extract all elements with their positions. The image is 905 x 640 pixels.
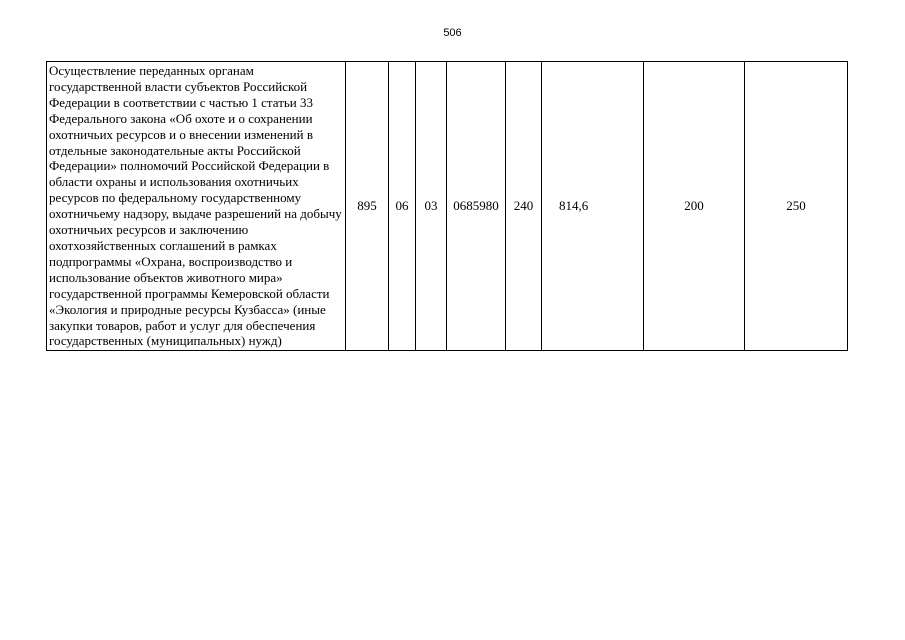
section-code-cell: 06 xyxy=(389,62,416,351)
row-description: Осуществление переданных органам государственной власти субъектов Российской Федерации в соответствии с частью 1 статьи 33 Федерального закона «Об охоте и о сохранении охотничьих ресурсов и о внесении изменений в отдельные законодательные акты Российской Федерации» полномочий Российской Федерации в области охраны и использования охотничьих ресурсов по федеральному государственному охотничьему надзору, выдаче разрешений на добычу охотничьих ресурсов и заключению охотхозяйственных соглашений в рамках подпрограммы «Охрана, воспроизводство и использование объектов животного мира» государственной программы Кемеровской области «Экология и природные ресурсы Кузбасса» (иные закупки товаров, работ и услуг для обеспечения государственных (муниципальных) нужд) xyxy=(47,62,346,351)
target-article-code-cell: 0685980 xyxy=(447,62,506,351)
amount-3-cell: 250 xyxy=(745,62,848,351)
ministry-code-cell: 895 xyxy=(346,62,389,351)
table-row xyxy=(47,62,848,351)
page-number: 506 xyxy=(443,27,462,39)
expense-type-code-cell: 240 xyxy=(506,62,542,351)
subsection-code-cell: 03 xyxy=(416,62,447,351)
amount-1-cell: 814,6 xyxy=(542,62,644,351)
amount-2-cell: 200 xyxy=(644,62,745,351)
budget-table xyxy=(46,61,848,351)
